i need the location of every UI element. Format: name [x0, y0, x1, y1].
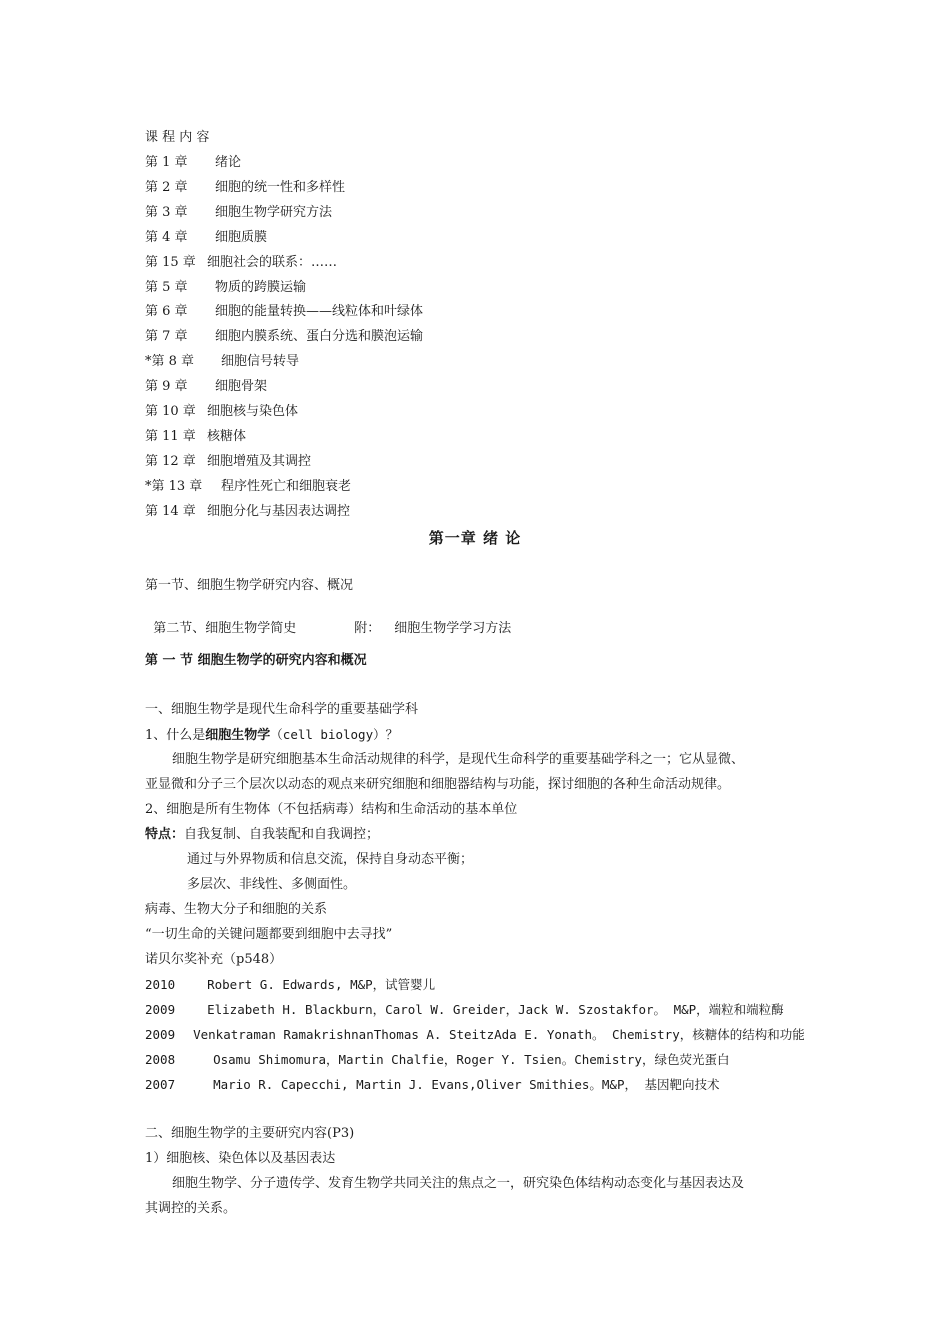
toc-item-number: 第 10 章: [145, 404, 196, 419]
section-link-1: 第一节、细胞生物学研究内容、概况: [145, 578, 354, 593]
definition-line-1: 细胞生物学是研究细胞基本生命活动规律的科学，是现代生命科学的重要基础学科之一；它从显微、: [172, 752, 745, 767]
toc-item-title: 细胞信号转导: [221, 354, 300, 370]
q1-suffix: （cell biology）？: [270, 727, 399, 742]
toc-item-title: 细胞生物学研究方法: [215, 204, 333, 220]
part2-title: 二、细胞生物学的主要研究内容(P3): [145, 1126, 355, 1141]
toc-item-number: 第 2 章: [145, 179, 188, 195]
toc-item: [145, 303, 423, 321]
part2-para-line-1: 细胞生物学、分子遗传学、发育生物学共同关注的焦点之一，研究染色体结构动态变化与基因表达及: [172, 1176, 745, 1191]
toc-item-title: 细胞内膜系统、蛋白分选和膜泡运输: [215, 329, 424, 345]
appendix-label: 附：: [354, 621, 381, 636]
toc-item-number: 第 15 章: [145, 254, 196, 270]
toc-item-number: 第 4 章: [145, 229, 188, 245]
toc-item-title: 细胞社会的联系：……: [207, 254, 338, 270]
toc-item-number: 第 1 章: [145, 155, 188, 170]
nobel-year: 2010: [145, 977, 176, 992]
toc-item: [145, 229, 267, 247]
nobel-text: Osamu Shimomura，Martin Chalfie，Roger Y. Tsien。Chemistry，绿色荧光蛋白: [213, 1052, 730, 1067]
toc-item: [145, 453, 311, 471]
section-link-2: [145, 602, 511, 638]
toc-item-number: 第 5 章: [145, 279, 188, 295]
nobel-title: 诺贝尔奖补充（p548）: [145, 952, 283, 967]
nobel-entry: [145, 1076, 720, 1094]
toc-item: [145, 428, 246, 446]
toc-item-number: 第 12 章: [145, 453, 196, 469]
nobel-text: Venkatraman RamakrishnanThomas A. SteitzAda E. Yonath。 Chemistry，核糖体的结构和功能: [193, 1027, 805, 1042]
q1-term: 细胞生物学: [205, 728, 271, 743]
feature-1: 自我复制、自我装配和自我调控；: [184, 827, 380, 842]
nobel-entry: [145, 976, 435, 994]
toc-item: [145, 503, 350, 521]
toc-item-title: 细胞核与染色体: [207, 404, 299, 419]
toc-item: [145, 328, 423, 346]
nobel-entry: [145, 1026, 805, 1044]
feature-line-2: 通过与外界物质和信息交流，保持自身动态平衡；: [187, 852, 474, 867]
question-1: [145, 726, 398, 745]
definition-line-2: 亚显微和分子三个层次以动态的观点来研究细胞和细胞器结构与功能，探讨细胞的各种生命活动规律。: [145, 777, 731, 792]
nobel-year: 2007: [145, 1077, 176, 1092]
toc-item-title: 核糖体: [207, 428, 247, 444]
section-2-title: 第二节、细胞生物学简史: [153, 621, 297, 636]
appendix-title: 细胞生物学学习方法: [394, 621, 512, 636]
part2-para-line-2: 其调控的关系。: [145, 1201, 237, 1216]
toc-heading: 课 程 内 容: [145, 130, 210, 145]
chapter-title: 第一章 绪 论: [428, 529, 522, 547]
toc-item: [145, 204, 332, 222]
toc-item: [145, 179, 345, 197]
toc-item: [145, 403, 298, 421]
question-2: 2、细胞是所有生物体（不包括病毒）结构和生命活动的基本单位: [145, 802, 518, 817]
toc-item: [145, 154, 241, 172]
nobel-text: Mario R. Capecchi, Martin J. Evans,Oliver Smithies。M&P， 基因靶向技术: [213, 1077, 720, 1092]
relation-line: 病毒、生物大分子和细胞的关系: [145, 902, 328, 917]
toc-item: [145, 254, 337, 272]
toc-item-title: 细胞骨架: [215, 379, 268, 395]
q1-prefix: 1、什么是: [145, 728, 206, 743]
toc-item: [145, 353, 299, 371]
toc-item-title: 物质的跨膜运输: [215, 279, 307, 295]
toc-item-title: 绪论: [215, 155, 242, 170]
feature-line-3: 多层次、非线性、多侧面性。: [187, 877, 357, 892]
feature-label: 特点：: [145, 827, 185, 842]
toc-item-number: 第 6 章: [145, 304, 188, 320]
toc-item-number: 第 3 章: [145, 204, 188, 220]
toc-item-title: 程序性死亡和细胞衰老: [221, 478, 352, 494]
nobel-entry: [145, 1001, 784, 1019]
toc-item-number: 第 14 章: [145, 503, 196, 519]
nobel-year: 2009: [145, 1002, 176, 1017]
part2-sub1: 1）细胞核、染色体以及基因表达: [145, 1151, 336, 1166]
quote-line: “一切生命的关键问题都要到细胞中去寻找”: [145, 927, 393, 942]
toc-item-title: 细胞质膜: [215, 229, 268, 245]
toc-item-number: 第 9 章: [145, 379, 188, 395]
nobel-entry: [145, 1051, 729, 1069]
nobel-text: Elizabeth H. Blackburn，Carol W. Greider，Jack W. Szostakfor。 M&P，端粒和端粒酶: [207, 1002, 784, 1017]
toc-item: [145, 279, 306, 297]
toc-item-title: 细胞的统一性和多样性: [215, 179, 346, 195]
toc-item-title: 细胞的能量转换——线粒体和叶绿体: [215, 304, 424, 320]
toc-item: [145, 478, 351, 496]
toc-item-number: 第 7 章: [145, 329, 188, 345]
nobel-year: 2009: [145, 1027, 176, 1042]
toc-item: [145, 378, 267, 396]
toc-item-number: *第 8 章: [145, 354, 195, 370]
toc-item-title: 细胞分化与基因表达调控: [207, 503, 351, 519]
toc-item-number: 第 11 章: [145, 428, 196, 444]
part1-title: 一、细胞生物学是现代生命科学的重要基础学科: [145, 702, 419, 717]
section-heading: 第 一 节 细胞生物学的研究内容和概况: [145, 653, 367, 668]
toc-item-number: *第 13 章: [145, 478, 203, 494]
nobel-text: Robert G. Edwards, M&P，试管婴儿: [207, 977, 436, 992]
nobel-year: 2008: [145, 1052, 176, 1067]
feature-line-1: [145, 826, 379, 844]
toc-item-title: 细胞增殖及其调控: [207, 453, 312, 469]
